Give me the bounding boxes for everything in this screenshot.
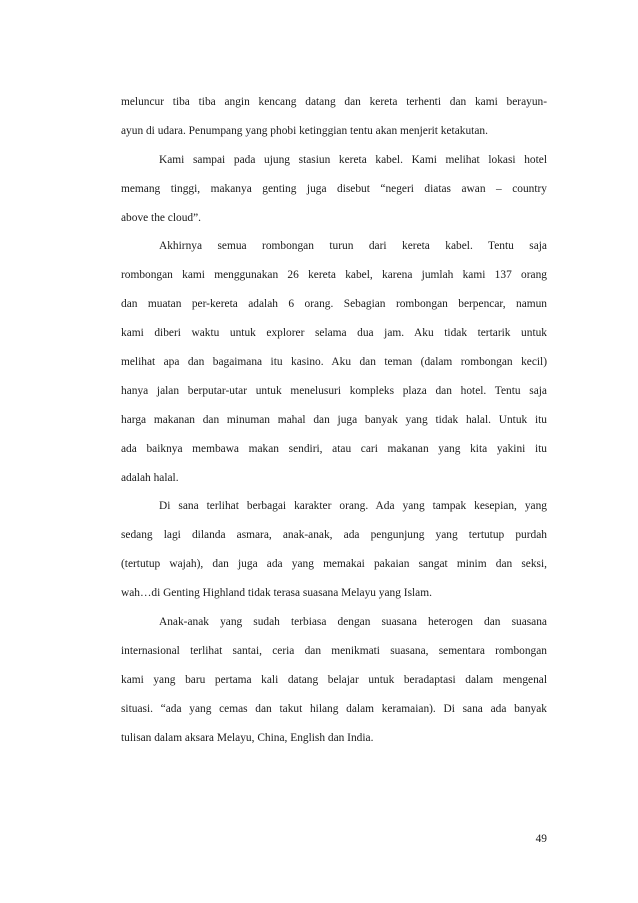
- paragraph-start-line: Anak-anak yang sudah terbiasa dengan suasana heterogen dan suasana: [159, 616, 547, 629]
- text-line: internasional terlihat santai, ceria dan menikmati suasana, sementara rombongan: [121, 644, 547, 657]
- text-line: melihat apa dan bagaimana itu kasino. Aku dan teman (dalam rombongan kecil): [121, 356, 547, 369]
- text-line: harga makanan dan minuman mahal dan juga banyak yang tidak halal. Untuk itu: [121, 413, 547, 426]
- text-line: (tertutup wajah), dan juga ada yang memakai pakaian sangat minim dan seksi,: [121, 558, 547, 571]
- page-number: 49: [535, 833, 547, 845]
- paragraph-start-line: Akhirnya semua rombongan turun dari kereta kabel. Tentu saja: [159, 240, 547, 253]
- text-line: ayun di udara. Penumpang yang phobi ketinggian tentu akan menjerit ketakutan.: [121, 124, 488, 137]
- text-line: wah…di Genting Highland tidak terasa suasana Melayu yang Islam.: [121, 587, 432, 600]
- text-line: rombongan kami menggunakan 26 kereta kabel, karena jumlah kami 137 orang: [121, 269, 547, 282]
- text-line: ada baiknya membawa makan sendiri, atau cari makanan yang kita yakini itu: [121, 442, 547, 455]
- text-line: hanya jalan berputar-utar untuk menelusuri kompleks plaza dan hotel. Tentu saja: [121, 384, 547, 397]
- text-line: dan muatan per-kereta adalah 6 orang. Sebagian rombongan berpencar, namun: [121, 298, 547, 311]
- paragraph-start-line: Kami sampai pada ujung stasiun kereta kabel. Kami melihat lokasi hotel: [159, 153, 547, 166]
- text-line: kami diberi waktu untuk explorer selama dua jam. Aku tidak tertarik untuk: [121, 327, 547, 340]
- text-line: situasi. “ada yang cemas dan takut hilang dalam keramaian). Di sana ada banyak: [121, 702, 547, 715]
- text-line: above the cloud”.: [121, 211, 202, 224]
- text-line: adalah halal.: [121, 471, 179, 484]
- paragraph-start-line: Di sana terlihat berbagai karakter orang. Ada yang tampak kesepian, yang: [159, 500, 547, 513]
- text-line: sedang lagi dilanda asmara, anak-anak, ada pengunjung yang tertutup purdah: [121, 529, 547, 542]
- text-line: memang tinggi, makanya genting juga disebut “negeri diatas awan – country: [121, 182, 547, 195]
- text-line: tulisan dalam aksara Melayu, China, English dan India.: [121, 731, 374, 744]
- text-line: meluncur tiba tiba angin kencang datang dan kereta terhenti dan kami berayun-: [121, 96, 547, 108]
- body-text: [121, 88, 547, 752]
- text-line: kami yang baru pertama kali datang belajar untuk beradaptasi dalam mengenal: [121, 673, 547, 686]
